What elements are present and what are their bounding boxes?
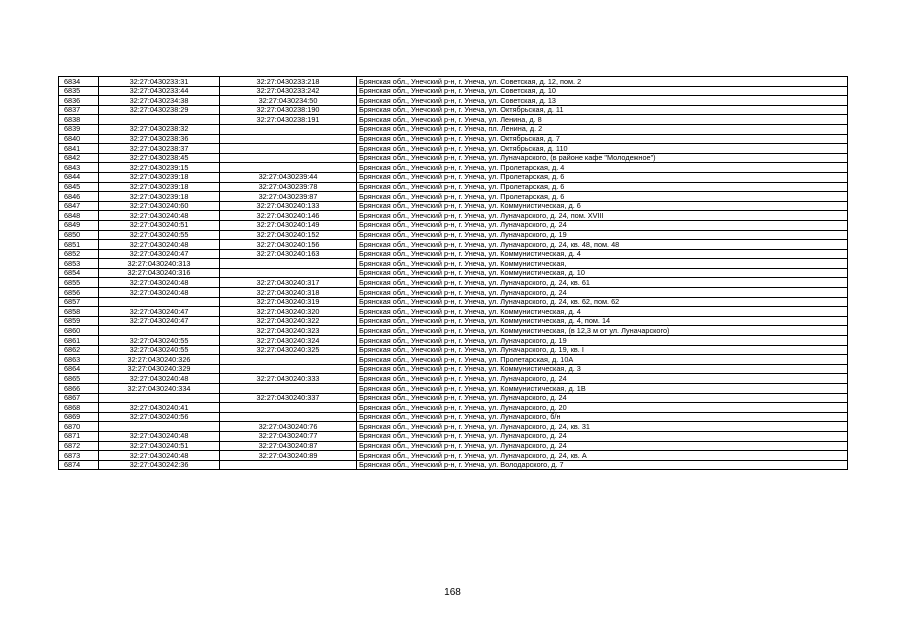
table-row <box>59 249 848 259</box>
cadastral-number-cell: 32:27:0430239:18 <box>99 192 220 202</box>
row-number-cell: 6842 <box>59 153 99 163</box>
table-row <box>59 163 848 173</box>
related-cadastral-number-cell: 32:27:0430240:89 <box>220 451 357 461</box>
related-cadastral-number-cell: 32:27:0430239:44 <box>220 172 357 182</box>
related-cadastral-number-cell <box>220 412 357 422</box>
row-number-cell: 6841 <box>59 144 99 154</box>
registry-table <box>58 76 848 470</box>
cadastral-number-cell: 32:27:0430239:18 <box>99 172 220 182</box>
row-number-cell: 6859 <box>59 316 99 326</box>
related-cadastral-number-cell <box>220 403 357 413</box>
table-row <box>59 307 848 317</box>
table-row <box>59 364 848 374</box>
address-cell: Брянская обл., Унечский р-н, г. Унеча, ул. Пролетарская, д. 10А <box>357 355 848 365</box>
row-number-cell: 6854 <box>59 268 99 278</box>
address-cell: Брянская обл., Унечский р-н, г. Унеча, ул. Луначарского, д. 19 <box>357 230 848 240</box>
cadastral-number-cell: 32:27:0430240:326 <box>99 355 220 365</box>
table-row <box>59 393 848 403</box>
related-cadastral-number-cell: 32:27:0430240:146 <box>220 211 357 221</box>
cadastral-number-cell <box>99 326 220 336</box>
address-cell: Брянская обл., Унечский р-н, г. Унеча, ул. Луначарского, д. 24 <box>357 393 848 403</box>
cadastral-number-cell: 32:27:0430240:55 <box>99 230 220 240</box>
table-row <box>59 326 848 336</box>
row-number-cell: 6853 <box>59 259 99 269</box>
related-cadastral-number-cell <box>220 268 357 278</box>
row-number-cell: 6836 <box>59 96 99 106</box>
row-number-cell: 6862 <box>59 345 99 355</box>
row-number-cell: 6860 <box>59 326 99 336</box>
address-cell: Брянская обл., Унечский р-н, г. Унеча, ул. Луначарского, д. 19, кв. I <box>357 345 848 355</box>
cadastral-number-cell: 32:27:0430240:47 <box>99 307 220 317</box>
cadastral-number-cell: 32:27:0430238:29 <box>99 105 220 115</box>
cadastral-number-cell: 32:27:0430240:313 <box>99 259 220 269</box>
address-cell: Брянская обл., Унечский р-н, г. Унеча, ул. Октябрьская, д. 11 <box>357 105 848 115</box>
cadastral-number-cell: 32:27:0430240:47 <box>99 249 220 259</box>
cadastral-number-cell: 32:27:0430240:48 <box>99 451 220 461</box>
address-cell: Брянская обл., Унечский р-н, г. Унеча, ул. Луначарского, (в районе кафе "Молодежное") <box>357 153 848 163</box>
address-cell: Брянская обл., Унечский р-н, г. Унеча, ул. Луначарского, б/н <box>357 412 848 422</box>
row-number-cell: 6855 <box>59 278 99 288</box>
related-cadastral-number-cell: 32:27:0430238:191 <box>220 115 357 125</box>
address-cell: Брянская обл., Унечский р-н, г. Унеча, ул. Пролетарская, д. 4 <box>357 163 848 173</box>
cadastral-number-cell: 32:27:0430233:44 <box>99 86 220 96</box>
related-cadastral-number-cell: 32:27:0430239:78 <box>220 182 357 192</box>
table-row <box>59 182 848 192</box>
cadastral-number-cell: 32:27:0430240:55 <box>99 336 220 346</box>
cadastral-number-cell: 32:27:0430240:329 <box>99 364 220 374</box>
address-cell: Брянская обл., Унечский р-н, г. Унеча, ул. Володарского, д. 7 <box>357 460 848 470</box>
related-cadastral-number-cell: 32:27:0430240:76 <box>220 422 357 432</box>
address-cell: Брянская обл., Унечский р-н, г. Унеча, ул. Коммунистическая, д. 6 <box>357 201 848 211</box>
address-cell: Брянская обл., Унечский р-н, г. Унеча, ул. Коммунистическая, д. 10 <box>357 268 848 278</box>
row-number-cell: 6866 <box>59 384 99 394</box>
cadastral-number-cell <box>99 393 220 403</box>
table-row <box>59 172 848 182</box>
row-number-cell: 6874 <box>59 460 99 470</box>
table-row <box>59 374 848 384</box>
related-cadastral-number-cell: 32:27:0430240:319 <box>220 297 357 307</box>
cadastral-number-cell: 32:27:0430240:48 <box>99 240 220 250</box>
table-row <box>59 278 848 288</box>
related-cadastral-number-cell <box>220 134 357 144</box>
related-cadastral-number-cell: 32:27:0430240:156 <box>220 240 357 250</box>
related-cadastral-number-cell: 32:27:0430240:152 <box>220 230 357 240</box>
table-row <box>59 460 848 470</box>
table-row <box>59 316 848 326</box>
table-row <box>59 297 848 307</box>
address-cell: Брянская обл., Унечский р-н, г. Унеча, ул. Ленина, д. 8 <box>357 115 848 125</box>
row-number-cell: 6871 <box>59 431 99 441</box>
related-cadastral-number-cell <box>220 259 357 269</box>
row-number-cell: 6834 <box>59 77 99 87</box>
address-cell: Брянская обл., Унечский р-н, г. Унеча, ул. Луначарского, д. 24, кв. А <box>357 451 848 461</box>
table-row <box>59 124 848 134</box>
table-row <box>59 384 848 394</box>
row-number-cell: 6846 <box>59 192 99 202</box>
cadastral-number-cell: 32:27:0430233:31 <box>99 77 220 87</box>
table-row <box>59 96 848 106</box>
row-number-cell: 6869 <box>59 412 99 422</box>
related-cadastral-number-cell: 32:27:0430240:163 <box>220 249 357 259</box>
table-row <box>59 201 848 211</box>
address-cell: Брянская обл., Унечский р-н, г. Унеча, ул. Луначарского, д. 24 <box>357 441 848 451</box>
related-cadastral-number-cell: 32:27:0430240:149 <box>220 220 357 230</box>
address-cell: Брянская обл., Унечский р-н, г. Унеча, ул. Коммунистическая, д. 4 <box>357 307 848 317</box>
row-number-cell: 6872 <box>59 441 99 451</box>
row-number-cell: 6843 <box>59 163 99 173</box>
related-cadastral-number-cell: 32:27:0430240:337 <box>220 393 357 403</box>
row-number-cell: 6861 <box>59 336 99 346</box>
related-cadastral-number-cell <box>220 384 357 394</box>
registry-table-body <box>59 77 848 470</box>
related-cadastral-number-cell: 32:27:0430240:77 <box>220 431 357 441</box>
table-row <box>59 77 848 87</box>
related-cadastral-number-cell: 32:27:0430240:320 <box>220 307 357 317</box>
row-number-cell: 6852 <box>59 249 99 259</box>
row-number-cell: 6868 <box>59 403 99 413</box>
table-row <box>59 431 848 441</box>
address-cell: Брянская обл., Унечский р-н, г. Унеча, ул. Коммунистическая, д. 4, пом. 14 <box>357 316 848 326</box>
address-cell: Брянская обл., Унечский р-н, г. Унеча, ул. Пролетарская, д. 6 <box>357 192 848 202</box>
related-cadastral-number-cell: 32:27:0430239:87 <box>220 192 357 202</box>
cadastral-number-cell: 32:27:0430240:48 <box>99 211 220 221</box>
cadastral-number-cell: 32:27:0430240:48 <box>99 278 220 288</box>
row-number-cell: 6867 <box>59 393 99 403</box>
cadastral-number-cell: 32:27:0430238:45 <box>99 153 220 163</box>
page-number: 168 <box>444 587 461 598</box>
row-number-cell: 6863 <box>59 355 99 365</box>
row-number-cell: 6865 <box>59 374 99 384</box>
address-cell: Брянская обл., Унечский р-н, г. Унеча, ул. Октябрьская, д. 7 <box>357 134 848 144</box>
table-row <box>59 345 848 355</box>
table-row <box>59 412 848 422</box>
row-number-cell: 6870 <box>59 422 99 432</box>
row-number-cell: 6873 <box>59 451 99 461</box>
related-cadastral-number-cell <box>220 124 357 134</box>
related-cadastral-number-cell: 32:27:0430233:218 <box>220 77 357 87</box>
cadastral-number-cell: 32:27:0430240:334 <box>99 384 220 394</box>
address-cell: Брянская обл., Унечский р-н, г. Унеча, ул. Луначарского, д. 24 <box>357 220 848 230</box>
related-cadastral-number-cell <box>220 163 357 173</box>
related-cadastral-number-cell: 32:27:0430240:333 <box>220 374 357 384</box>
cadastral-number-cell: 32:27:0430239:15 <box>99 163 220 173</box>
cadastral-number-cell: 32:27:0430240:48 <box>99 288 220 298</box>
table-row <box>59 240 848 250</box>
table-row <box>59 268 848 278</box>
row-number-cell: 6849 <box>59 220 99 230</box>
cadastral-number-cell: 32:27:0430240:55 <box>99 345 220 355</box>
row-number-cell: 6835 <box>59 86 99 96</box>
address-cell: Брянская обл., Унечский р-н, г. Унеча, ул. Луначарского, д. 24, кв. 31 <box>357 422 848 432</box>
related-cadastral-number-cell <box>220 144 357 154</box>
address-cell: Брянская обл., Унечский р-н, г. Унеча, ул. Коммунистическая, <box>357 259 848 269</box>
related-cadastral-number-cell: 32:27:0430234:50 <box>220 96 357 106</box>
address-cell: Брянская обл., Унечский р-н, г. Унеча, ул. Луначарского, д. 19 <box>357 336 848 346</box>
related-cadastral-number-cell: 32:27:0430240:318 <box>220 288 357 298</box>
table-row <box>59 355 848 365</box>
related-cadastral-number-cell: 32:27:0430240:87 <box>220 441 357 451</box>
address-cell: Брянская обл., Унечский р-н, г. Унеча, ул. Луначарского, д. 24 <box>357 288 848 298</box>
address-cell: Брянская обл., Унечский р-н, г. Унеча, ул. Коммунистическая, д. 3 <box>357 364 848 374</box>
related-cadastral-number-cell: 32:27:0430240:325 <box>220 345 357 355</box>
cadastral-number-cell: 32:27:0430240:51 <box>99 441 220 451</box>
cadastral-number-cell: 32:27:0430239:18 <box>99 182 220 192</box>
address-cell: Брянская обл., Унечский р-н, г. Унеча, ул. Луначарского, д. 24 <box>357 431 848 441</box>
cadastral-number-cell: 32:27:0430238:32 <box>99 124 220 134</box>
address-cell: Брянская обл., Унечский р-н, г. Унеча, ул. Пролетарская, д. 6 <box>357 182 848 192</box>
address-cell: Брянская обл., Унечский р-н, г. Унеча, ул. Советская, д. 10 <box>357 86 848 96</box>
table-row <box>59 86 848 96</box>
row-number-cell: 6857 <box>59 297 99 307</box>
related-cadastral-number-cell: 32:27:0430240:133 <box>220 201 357 211</box>
row-number-cell: 6840 <box>59 134 99 144</box>
related-cadastral-number-cell: 32:27:0430240:324 <box>220 336 357 346</box>
cadastral-number-cell <box>99 297 220 307</box>
table-row <box>59 230 848 240</box>
table-row <box>59 220 848 230</box>
table-row <box>59 336 848 346</box>
cadastral-number-cell: 32:27:0430242:36 <box>99 460 220 470</box>
row-number-cell: 6844 <box>59 172 99 182</box>
cadastral-number-cell <box>99 422 220 432</box>
row-number-cell: 6850 <box>59 230 99 240</box>
row-number-cell: 6848 <box>59 211 99 221</box>
related-cadastral-number-cell <box>220 355 357 365</box>
related-cadastral-number-cell: 32:27:0430240:323 <box>220 326 357 336</box>
table-row <box>59 211 848 221</box>
row-number-cell: 6845 <box>59 182 99 192</box>
address-cell: Брянская обл., Унечский р-н, г. Унеча, ул. Пролетарская, д. 6 <box>357 172 848 182</box>
address-cell: Брянская обл., Унечский р-н, г. Унеча, ул. Коммунистическая, д. 1В <box>357 384 848 394</box>
address-cell: Брянская обл., Унечский р-н, г. Унеча, ул. Октябрьская, д. 110 <box>357 144 848 154</box>
row-number-cell: 6864 <box>59 364 99 374</box>
related-cadastral-number-cell <box>220 460 357 470</box>
address-cell: Брянская обл., Унечский р-н, г. Унеча, пл. Ленина, д. 2 <box>357 124 848 134</box>
row-number-cell: 6837 <box>59 105 99 115</box>
table-row <box>59 105 848 115</box>
address-cell: Брянская обл., Унечский р-н, г. Унеча, ул. Луначарского, д. 20 <box>357 403 848 413</box>
cadastral-number-cell: 32:27:0430240:48 <box>99 431 220 441</box>
address-cell: Брянская обл., Унечский р-н, г. Унеча, ул. Советская, д. 13 <box>357 96 848 106</box>
address-cell: Брянская обл., Унечский р-н, г. Унеча, ул. Луначарского, д. 24, кв. 62, пом. 62 <box>357 297 848 307</box>
row-number-cell: 6858 <box>59 307 99 317</box>
related-cadastral-number-cell <box>220 153 357 163</box>
address-cell: Брянская обл., Унечский р-н, г. Унеча, ул. Коммунистическая, (в 12,3 м от ул. Луначарского) <box>357 326 848 336</box>
related-cadastral-number-cell: 32:27:0430238:190 <box>220 105 357 115</box>
cadastral-number-cell: 32:27:0430240:56 <box>99 412 220 422</box>
related-cadastral-number-cell: 32:27:0430233:242 <box>220 86 357 96</box>
cadastral-number-cell: 32:27:0430240:47 <box>99 316 220 326</box>
cadastral-number-cell: 32:27:0430240:48 <box>99 374 220 384</box>
table-row <box>59 288 848 298</box>
cadastral-number-cell: 32:27:0430238:37 <box>99 144 220 154</box>
address-cell: Брянская обл., Унечский р-н, г. Унеча, ул. Коммунистическая, д. 4 <box>357 249 848 259</box>
table-row <box>59 115 848 125</box>
cadastral-number-cell: 32:27:0430240:41 <box>99 403 220 413</box>
related-cadastral-number-cell: 32:27:0430240:322 <box>220 316 357 326</box>
address-cell: Брянская обл., Унечский р-н, г. Унеча, ул. Луначарского, д. 24, кв. 61 <box>357 278 848 288</box>
table-row <box>59 153 848 163</box>
cadastral-number-cell: 32:27:0430234:38 <box>99 96 220 106</box>
row-number-cell: 6856 <box>59 288 99 298</box>
cadastral-number-cell: 32:27:0430240:60 <box>99 201 220 211</box>
row-number-cell: 6851 <box>59 240 99 250</box>
table-row <box>59 134 848 144</box>
row-number-cell: 6838 <box>59 115 99 125</box>
related-cadastral-number-cell: 32:27:0430240:317 <box>220 278 357 288</box>
address-cell: Брянская обл., Унечский р-н, г. Унеча, ул. Луначарского, д. 24, пом. XVIII <box>357 211 848 221</box>
table-row <box>59 259 848 269</box>
row-number-cell: 6847 <box>59 201 99 211</box>
table-row <box>59 451 848 461</box>
cadastral-number-cell: 32:27:0430238:36 <box>99 134 220 144</box>
cadastral-number-cell <box>99 115 220 125</box>
table-row <box>59 192 848 202</box>
table-row <box>59 144 848 154</box>
address-cell: Брянская обл., Унечский р-н, г. Унеча, ул. Советская, д. 12, пом. 2 <box>357 77 848 87</box>
table-row <box>59 441 848 451</box>
address-cell: Брянская обл., Унечский р-н, г. Унеча, ул. Луначарского, д. 24 <box>357 374 848 384</box>
table-row <box>59 403 848 413</box>
related-cadastral-number-cell <box>220 364 357 374</box>
address-cell: Брянская обл., Унечский р-н, г. Унеча, ул. Луначарского, д. 24, кв. 48, пом. 48 <box>357 240 848 250</box>
cadastral-number-cell: 32:27:0430240:316 <box>99 268 220 278</box>
row-number-cell: 6839 <box>59 124 99 134</box>
cadastral-number-cell: 32:27:0430240:51 <box>99 220 220 230</box>
table-row <box>59 422 848 432</box>
